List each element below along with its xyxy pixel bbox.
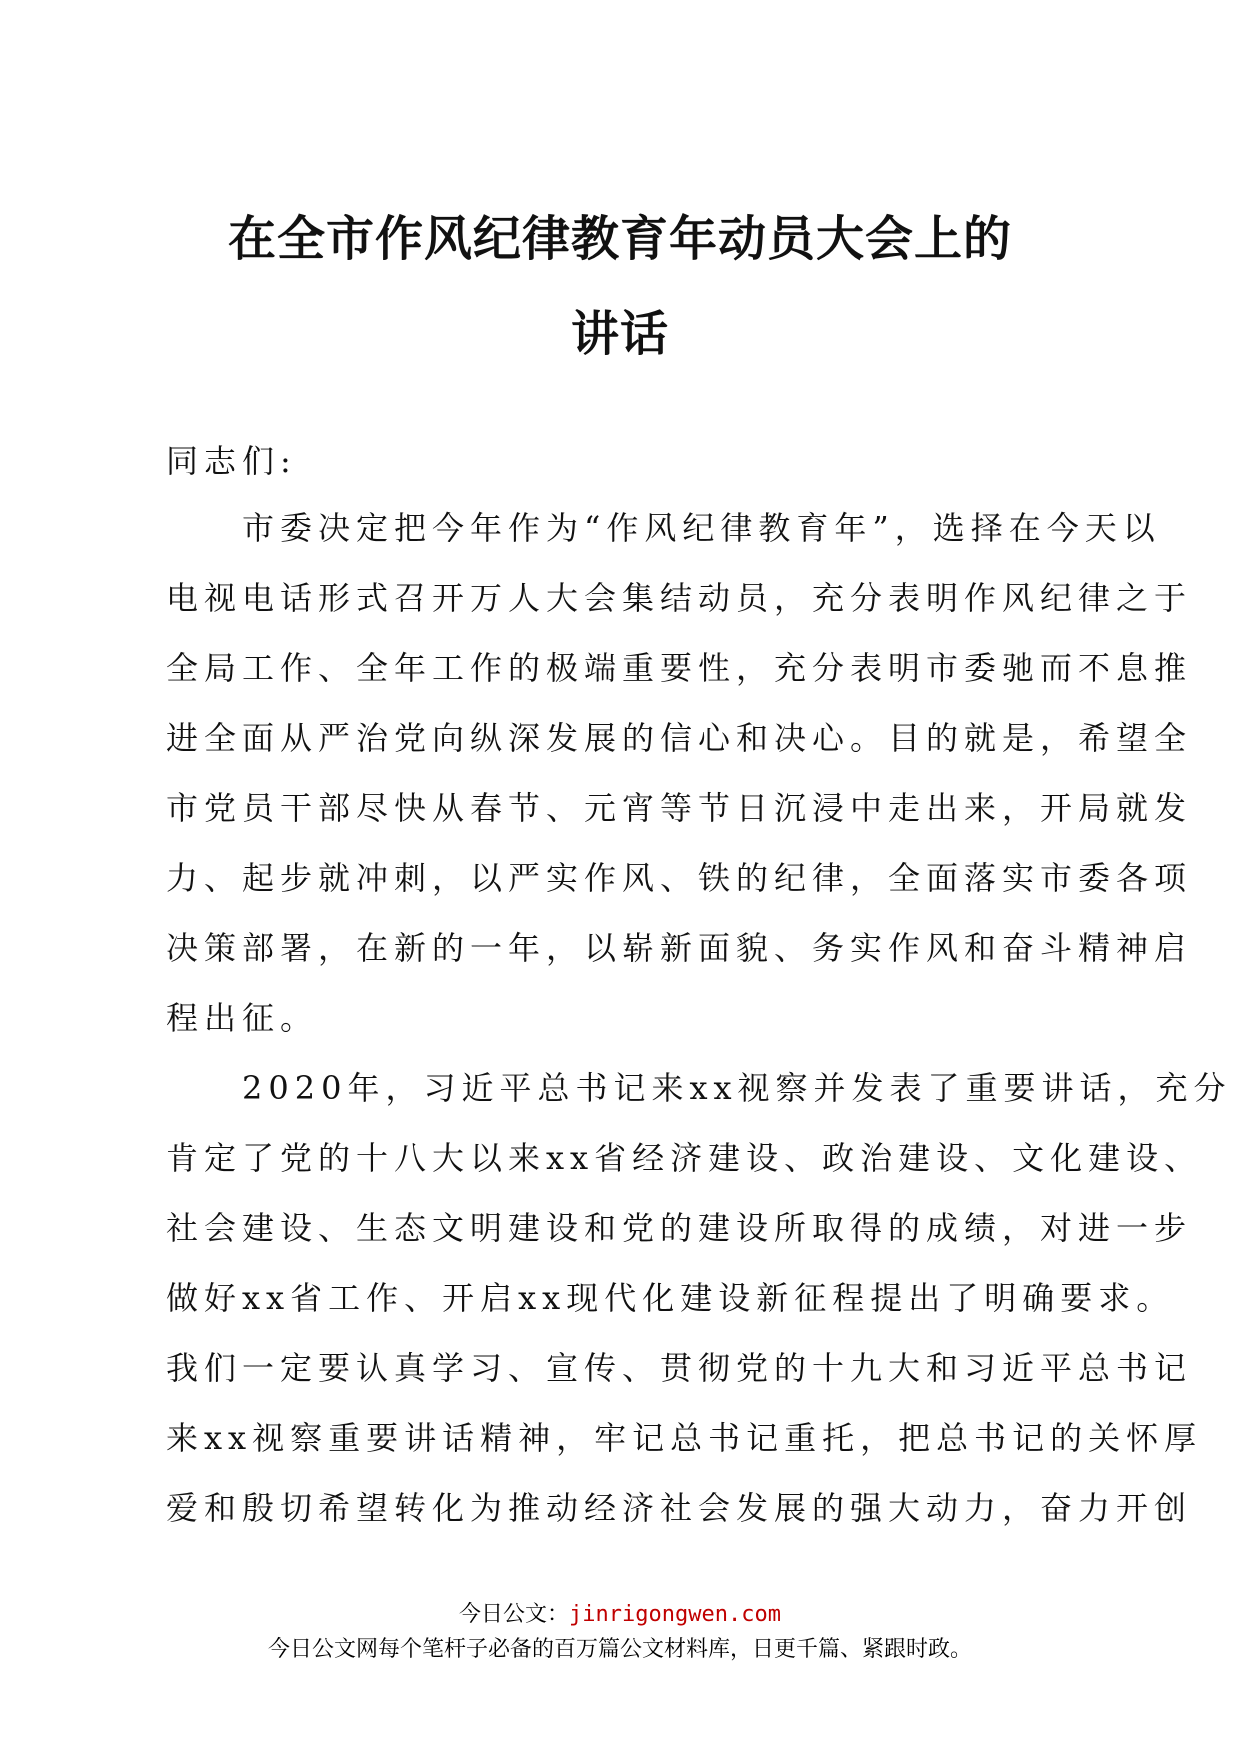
- body-line-2: 电视电话形式召开万人大会集结动员，充分表明作风纪律之于: [166, 579, 1193, 617]
- body-line-15: 爱和殷切希望转化为推动经济社会发展的强大动力，奋力开创: [166, 1489, 1193, 1527]
- body-line-8: 程出征。: [166, 999, 319, 1037]
- body-line-13: 我们一定要认真学习、宣传、贯彻党的十九大和习近平总书记: [166, 1349, 1193, 1387]
- salutation: 同志们:: [166, 442, 297, 480]
- footer-site-link[interactable]: jinrigongwen.com: [569, 1602, 781, 1627]
- footer-site-line: [0, 1597, 1240, 1628]
- body-line-7: 决策部署，在新的一年，以崭新面貌、务实作风和奋斗精神启: [166, 929, 1193, 967]
- document-title-line-2: 讲话: [570, 306, 669, 362]
- body-line-5: 市党员干部尽快从春节、元宵等节日沉浸中走出来，开局就发: [166, 789, 1193, 827]
- body-line-9: 2020年，习近平总书记来xx视察并发表了重要讲话，充分: [166, 1069, 1232, 1107]
- body-line-12: 做好xx省工作、开启xx现代化建设新征程提出了明确要求。: [166, 1279, 1175, 1317]
- body-line-3: 全局工作、全年工作的极端重要性，充分表明市委驰而不息推: [166, 649, 1193, 687]
- body-line-4: 进全面从严治党向纵深发展的信心和决心。目的就是，希望全: [166, 719, 1193, 757]
- document-title-line-1: 在全市作风纪律教育年动员大会上的: [227, 211, 1012, 267]
- body-line-14: 来xx视察重要讲话精神，牢记总书记重托，把总书记的关怀厚: [166, 1419, 1203, 1457]
- body-line-10: 肯定了党的十八大以来xx省经济建设、政治建设、文化建设、: [166, 1139, 1203, 1177]
- footer-tagline: 今日公文网每个笔杆子必备的百万篇公文材料库，日更千篇、紧跟时政。: [267, 1637, 972, 1662]
- footer-label: 今日公文：: [459, 1602, 570, 1627]
- body-line-6: 力、起步就冲刺，以严实作风、铁的纪律，全面落实市委各项: [166, 859, 1193, 897]
- body-line-11: 社会建设、生态文明建设和党的建设所取得的成绩，对进一步: [166, 1209, 1193, 1247]
- body-line-1: 市委决定把今年作为“作风纪律教育年”，选择在今天以: [166, 509, 1161, 547]
